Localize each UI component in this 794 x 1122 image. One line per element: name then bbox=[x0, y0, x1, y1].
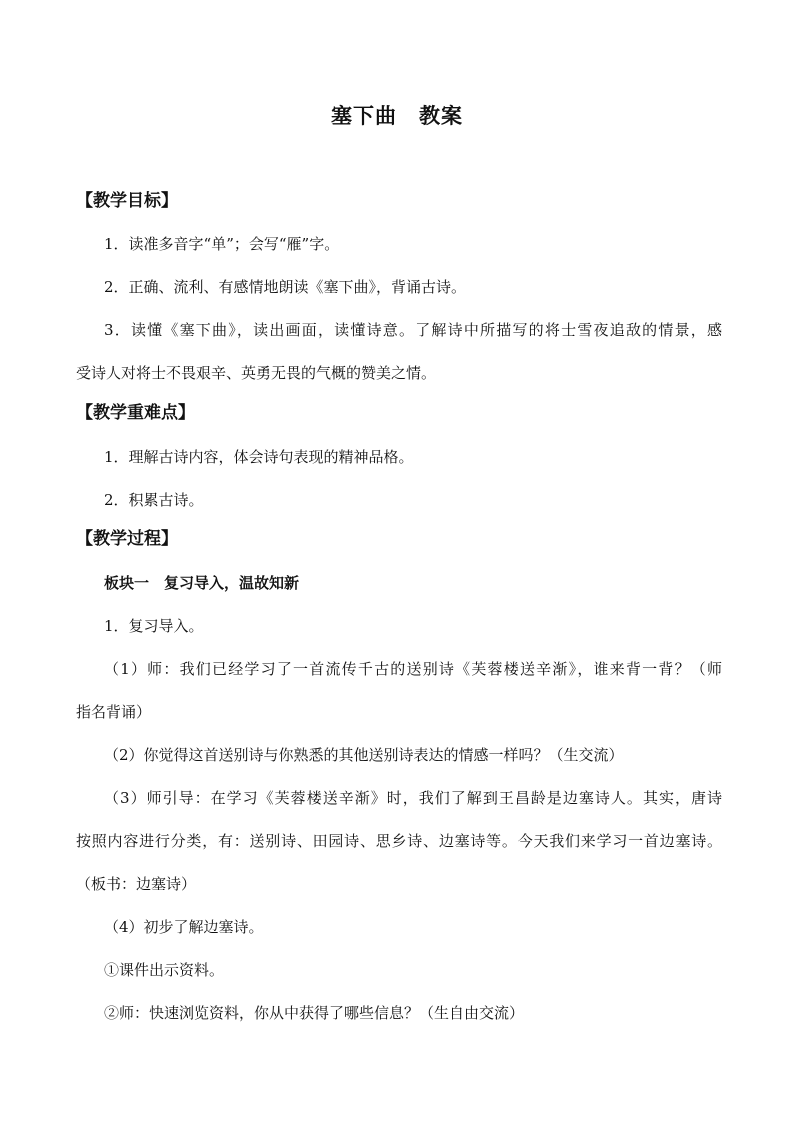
key-point-item-1: 1．理解古诗内容，体会诗句表现的精神品格。 bbox=[104, 448, 414, 466]
goal-item-1: 1．读准多音字“单”；会写“雁”字。 bbox=[104, 235, 340, 253]
key-point-item-2: 2．积累古诗。 bbox=[104, 491, 204, 509]
goal-item-3-line-2: 受诗人对将士不畏艰辛、英勇无畏的气概的赞美之情。 bbox=[76, 364, 437, 382]
process-line-5: （3）师引导：在学习《芙蓉楼送辛渐》时，我们了解到王昌龄是边塞诗人。其实，唐诗 bbox=[104, 789, 722, 807]
goal-item-3-line-1: 3．读懂《塞下曲》，读出画面，读懂诗意。了解诗中所描写的将士雪夜追敌的情景，感 bbox=[104, 321, 722, 339]
section-heading-process: 【教学过程】 bbox=[76, 529, 178, 549]
section-heading-key-points: 【教学重难点】 bbox=[76, 403, 195, 423]
document-title: 塞下曲 教案 bbox=[331, 104, 463, 128]
process-line-8: （4）初步了解边塞诗。 bbox=[104, 918, 264, 936]
process-line-9: ①课件出示资料。 bbox=[104, 961, 225, 979]
process-block1-title: 板块一 复习导入，温故知新 bbox=[104, 574, 300, 592]
section-heading-goals: 【教学目标】 bbox=[76, 191, 178, 211]
process-line-2: （1）师：我们已经学习了一首流传千古的送别诗《芙蓉楼送辛渐》，谁来背一背？（师 bbox=[104, 660, 722, 678]
process-line-3: 指名背诵） bbox=[76, 703, 152, 721]
process-line-6: 按照内容进行分类，有：送别诗、田园诗、思乡诗、边塞诗等。今天我们来学习一首边塞诗。 bbox=[76, 832, 722, 850]
process-line-4: （2）你觉得这首送别诗与你熟悉的其他送别诗表达的情感一样吗？（生交流） bbox=[104, 746, 624, 764]
process-line-7: （板书：边塞诗） bbox=[76, 875, 197, 893]
goal-item-2: 2．正确、流利、有感情地朗读《塞下曲》，背诵古诗。 bbox=[104, 278, 467, 296]
process-line-1: 1．复习导入。 bbox=[104, 617, 204, 635]
process-line-10: ②师：快速浏览资料，你从中获得了哪些信息？（生自由交流） bbox=[104, 1004, 525, 1022]
